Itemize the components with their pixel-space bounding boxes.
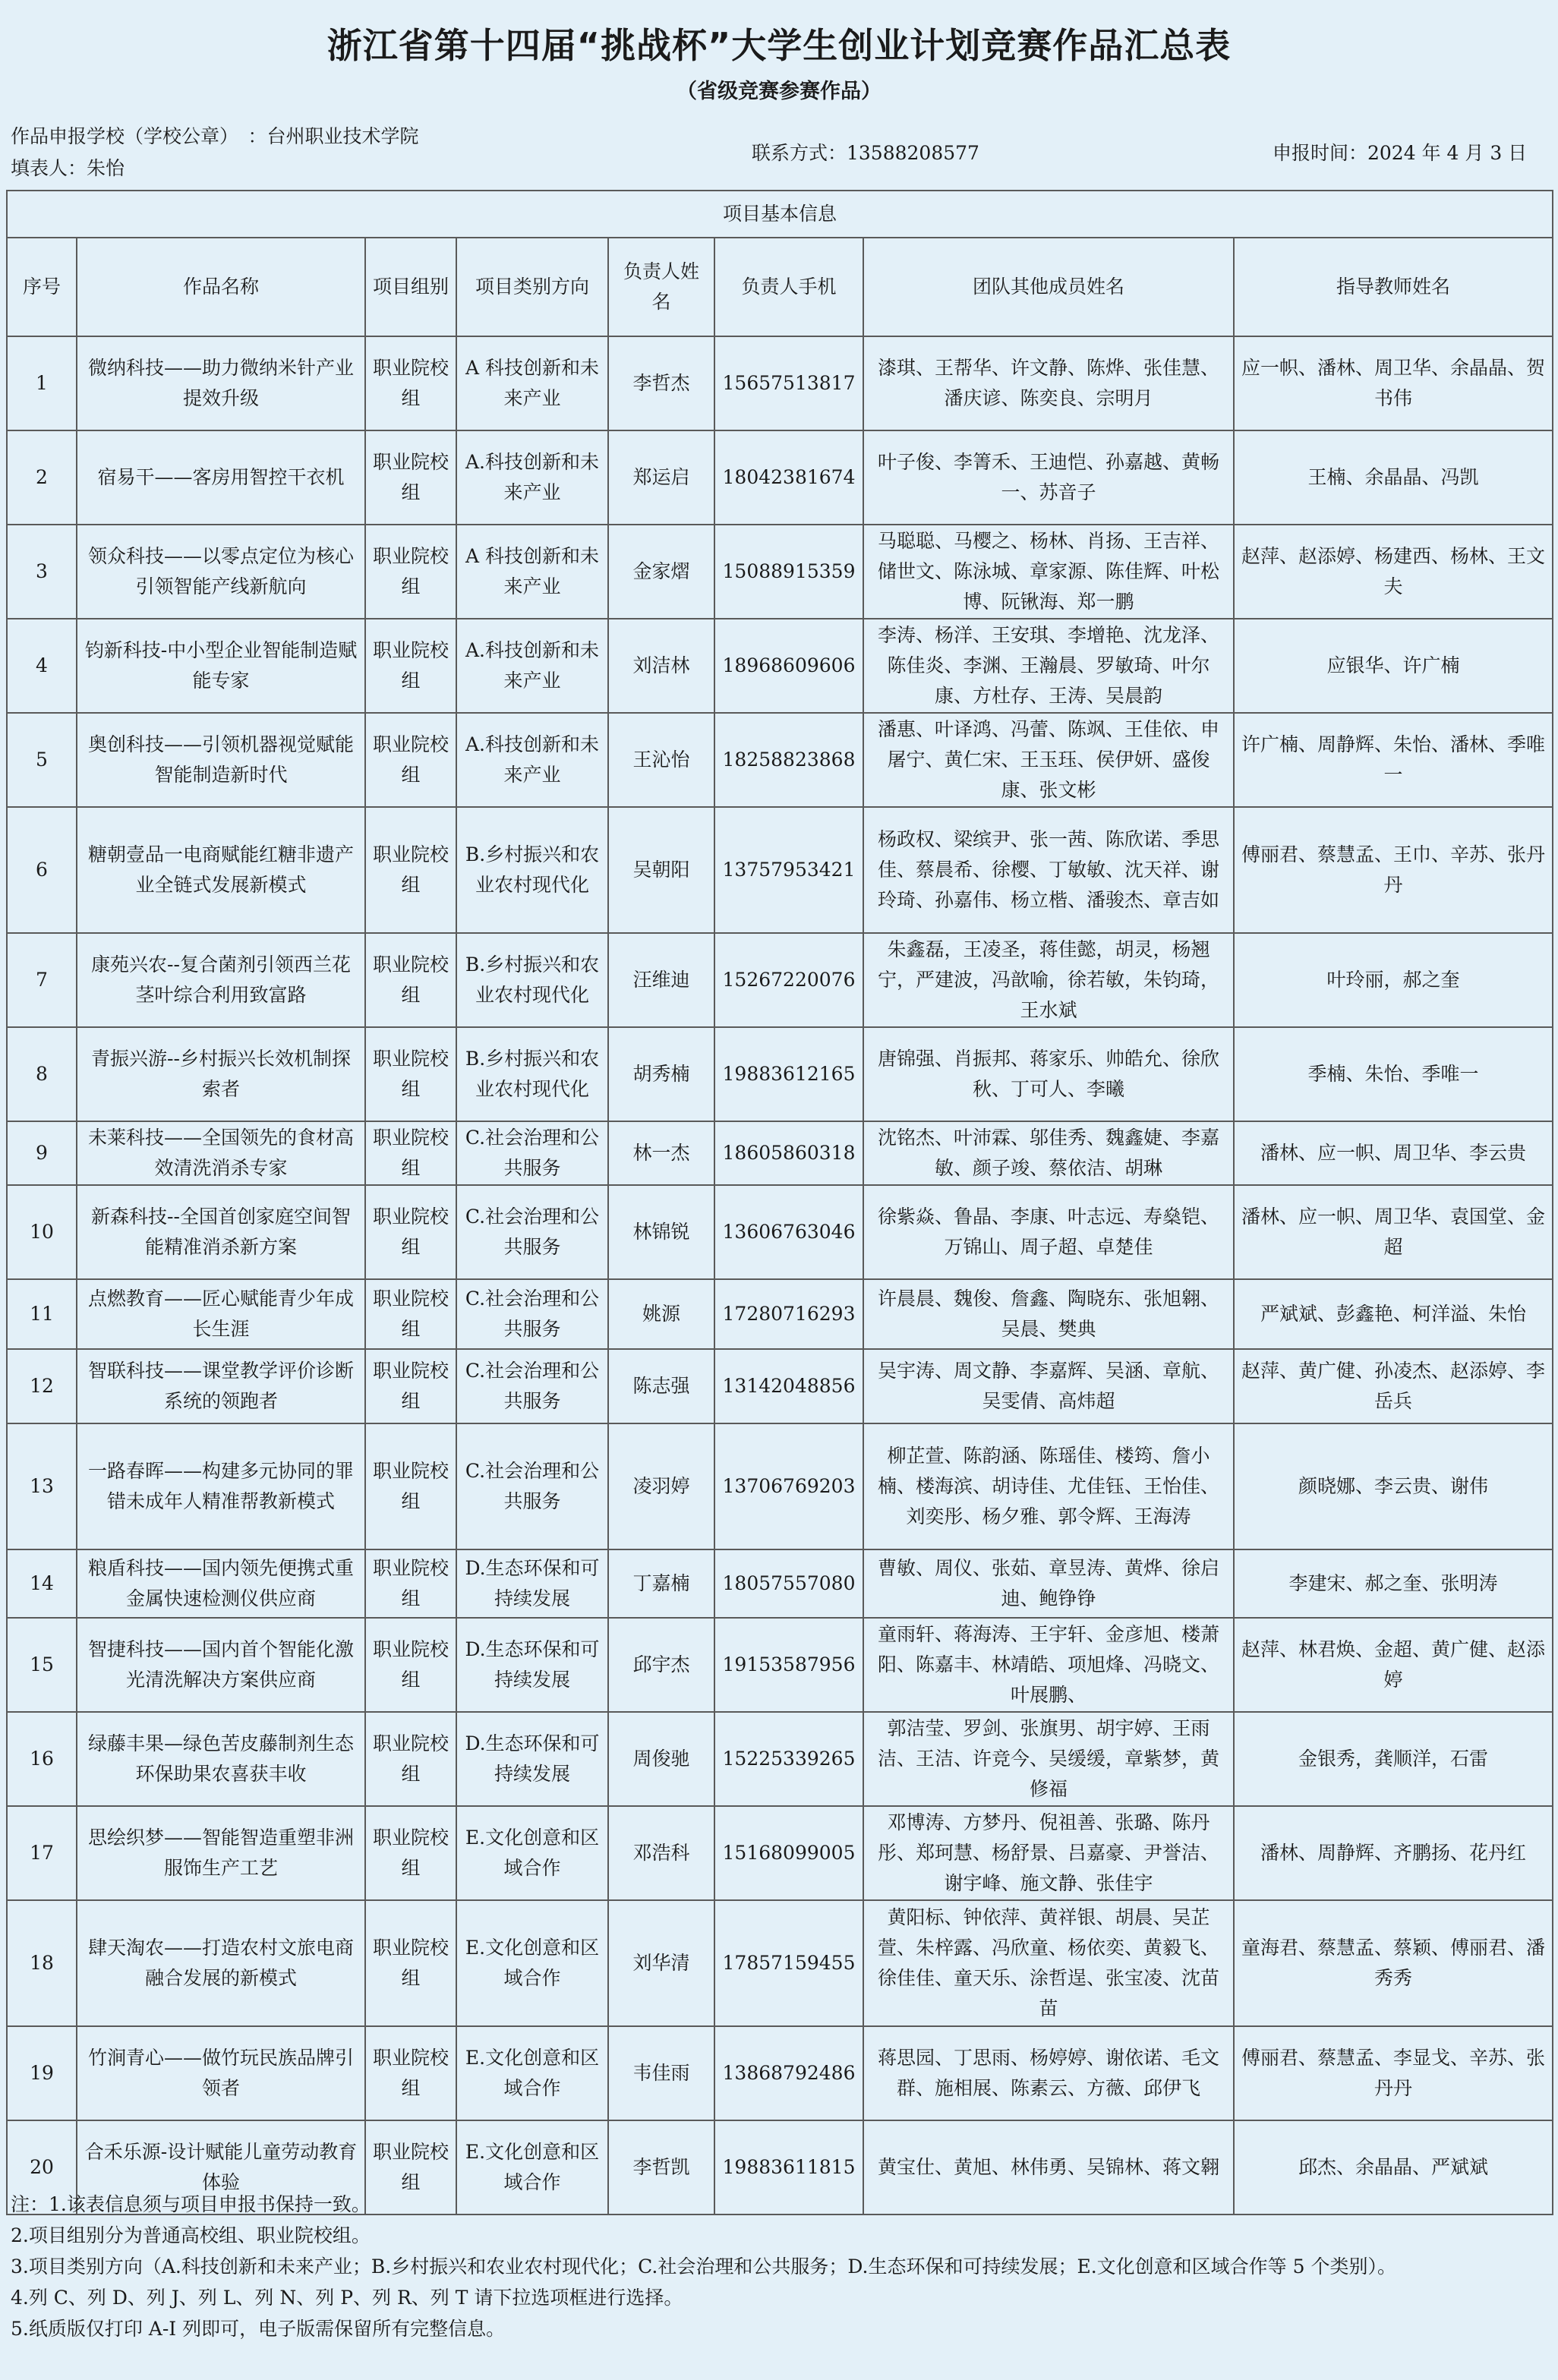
cell-phone: 18258823868 <box>714 713 863 807</box>
cell-no: 20 <box>7 2120 77 2215</box>
table-row <box>7 1349 1553 1423</box>
cell-no: 18 <box>7 1900 77 2026</box>
cell-members: 沈铭杰、叶沛霖、邬佳秀、魏鑫婕、李嘉敏、颜子竣、蔡依洁、胡琳 <box>863 1121 1234 1185</box>
cell-no: 11 <box>7 1279 77 1349</box>
cell-phone: 13706769203 <box>714 1423 863 1549</box>
cell-teachers: 李建宋、郝之奎、张明涛 <box>1234 1549 1553 1618</box>
cell-category: D.生态环保和可持续发展 <box>456 1712 608 1806</box>
table-row <box>7 933 1553 1027</box>
table-row <box>7 1423 1553 1549</box>
cell-name: 绿藤丰果—绿色苦皮藤制剂生态环保助果农喜获丰收 <box>77 1712 365 1806</box>
cell-members: 朱鑫磊，王凌圣，蒋佳懿，胡灵，杨翘宁，严建波，冯歆喻，徐若敏，朱钧琦，王水斌 <box>863 933 1234 1027</box>
cell-leader: 吴朝阳 <box>608 807 714 933</box>
cell-members: 李涛、杨洋、王安琪、李增艳、沈龙泽、陈佳炎、李渊、王瀚晨、罗敏琦、叶尔康、方杜存、王涛、吴晨韵 <box>863 619 1234 713</box>
cell-phone: 15088915359 <box>714 525 863 619</box>
cell-category: C.社会治理和公共服务 <box>456 1423 608 1549</box>
cell-teachers: 潘林、周静辉、齐鹏扬、花丹红 <box>1234 1806 1553 1900</box>
cell-leader: 林一杰 <box>608 1121 714 1185</box>
cell-category: E.文化创意和区域合作 <box>456 2120 608 2215</box>
cell-phone: 13757953421 <box>714 807 863 933</box>
cell-leader: 周俊驰 <box>608 1712 714 1806</box>
cell-phone: 13606763046 <box>714 1185 863 1279</box>
table-body <box>7 336 1553 2215</box>
cell-name: 宿易干——客房用智控干衣机 <box>77 430 365 525</box>
cell-leader: 丁嘉楠 <box>608 1549 714 1618</box>
cell-group: 职业院校组 <box>365 1349 456 1423</box>
cell-teachers: 季楠、朱怡、季唯一 <box>1234 1027 1553 1121</box>
cell-phone: 15168099005 <box>714 1806 863 1900</box>
cell-phone: 18042381674 <box>714 430 863 525</box>
cell-no: 5 <box>7 713 77 807</box>
cell-category: D.生态环保和可持续发展 <box>456 1618 608 1712</box>
table-row <box>7 1549 1553 1618</box>
cell-name: 领众科技——以零点定位为核心引领智能产线新航向 <box>77 525 365 619</box>
cell-members: 吴宇涛、周文静、李嘉辉、吴涵、章航、吴雯倩、高炜超 <box>863 1349 1234 1423</box>
cell-no: 6 <box>7 807 77 933</box>
cell-group: 职业院校组 <box>365 1549 456 1618</box>
note-1: 注：1.该表信息须与项目申报书保持一致。 <box>11 2193 371 2215</box>
cell-leader: 郑运启 <box>608 430 714 525</box>
cell-teachers: 赵萍、林君焕、金超、黄广健、赵添婷 <box>1234 1618 1553 1712</box>
cell-group: 职业院校组 <box>365 1806 456 1900</box>
cell-leader: 李哲凯 <box>608 2120 714 2215</box>
table-row <box>7 1121 1553 1185</box>
column-header: 项目类别方向 <box>456 238 608 336</box>
table-row <box>7 619 1553 713</box>
cell-category: B.乡村振兴和农业农村现代化 <box>456 933 608 1027</box>
cell-name: 思绘织梦——智能智造重塑非洲服饰生产工艺 <box>77 1806 365 1900</box>
cell-leader: 邓浩科 <box>608 1806 714 1900</box>
table-row <box>7 430 1553 525</box>
cell-members: 马聪聪、马樱之、杨林、肖扬、王吉祥、储世文、陈泳城、章家源、陈佳辉、叶松博、阮锹海、郑一鹏 <box>863 525 1234 619</box>
cell-no: 14 <box>7 1549 77 1618</box>
cell-group: 职业院校组 <box>365 1900 456 2026</box>
cell-teachers: 赵萍、赵添婷、杨建西、杨林、王文夫 <box>1234 525 1553 619</box>
cell-category: A.科技创新和未来产业 <box>456 713 608 807</box>
cell-name: 智捷科技——国内首个智能化激光清洗解决方案供应商 <box>77 1618 365 1712</box>
cell-no: 15 <box>7 1618 77 1712</box>
cell-no: 12 <box>7 1349 77 1423</box>
cell-members: 杨政权、梁缤尹、张一茜、陈欣诺、季思佳、蔡晨希、徐樱、丁敏敏、沈天祥、谢玲琦、孙嘉伟、杨立楷、潘骏杰、章吉如 <box>863 807 1234 933</box>
table-row <box>7 2026 1553 2120</box>
cell-phone: 17280716293 <box>714 1279 863 1349</box>
page-title: 浙江省第十四届“挑战杯”大学生创业计划竞赛作品汇总表 <box>326 25 1232 66</box>
cell-category: A 科技创新和未来产业 <box>456 525 608 619</box>
cell-no: 4 <box>7 619 77 713</box>
cell-leader: 姚源 <box>608 1279 714 1349</box>
table-row <box>7 713 1553 807</box>
cell-teachers: 潘林、应一帜、周卫华、李云贵 <box>1234 1121 1553 1185</box>
cell-leader: 胡秀楠 <box>608 1027 714 1121</box>
cell-members: 柳芷萱、陈韵涵、陈瑶佳、楼筠、詹小楠、楼海滨、胡诗佳、尤佳钰、王怡佳、刘奕彤、杨夕雅、郭令辉、王海涛 <box>863 1423 1234 1549</box>
cell-no: 7 <box>7 933 77 1027</box>
cell-name: 康苑兴农--复合菌剂引领西兰花茎叶综合利用致富路 <box>77 933 365 1027</box>
cell-teachers: 邱杰、余晶晶、严斌斌 <box>1234 2120 1553 2215</box>
cell-name: 未莱科技——全国领先的食材高效清洗消杀专家 <box>77 1121 365 1185</box>
cell-no: 16 <box>7 1712 77 1806</box>
cell-teachers: 叶玲丽，郝之奎 <box>1234 933 1553 1027</box>
table-row <box>7 1900 1553 2026</box>
cell-members: 郭洁莹、罗剑、张旗男、胡宇婷、王雨洁、王洁、许竞今、吴缓缓，章紫梦，黄修福 <box>863 1712 1234 1806</box>
table-row <box>7 1185 1553 1279</box>
cell-name: 粮盾科技——国内领先便携式重金属快速检测仪供应商 <box>77 1549 365 1618</box>
cell-category: E.文化创意和区域合作 <box>456 2026 608 2120</box>
cell-leader: 邱宇杰 <box>608 1618 714 1712</box>
cell-name: 肆天淘农——打造农村文旅电商融合发展的新模式 <box>77 1900 365 2026</box>
cell-name: 智联科技——课堂教学评价诊断系统的领跑者 <box>77 1349 365 1423</box>
cell-teachers: 金银秀，龚顺洋，石雷 <box>1234 1712 1553 1806</box>
cell-leader: 凌羽婷 <box>608 1423 714 1549</box>
cell-no: 8 <box>7 1027 77 1121</box>
cell-category: C.社会治理和公共服务 <box>456 1185 608 1279</box>
cell-category: D.生态环保和可持续发展 <box>456 1549 608 1618</box>
cell-name: 竹涧青心——做竹玩民族品牌引领者 <box>77 2026 365 2120</box>
cell-teachers: 应银华、许广楠 <box>1234 619 1553 713</box>
note-5: 5.纸质版仅打印 A-I 列即可，电子版需保留所有完整信息。 <box>11 2318 506 2340</box>
projects-table <box>6 190 1553 2215</box>
cell-phone: 18605860318 <box>714 1121 863 1185</box>
cell-phone: 15657513817 <box>714 336 863 430</box>
cell-leader: 李哲杰 <box>608 336 714 430</box>
cell-name: 新森科技--全国首创家庭空间智能精准消杀新方案 <box>77 1185 365 1279</box>
cell-members: 黄阳标、钟依萍、黄祥银、胡晨、吴芷萱、朱梓露、冯欣童、杨依奕、黄毅飞、徐佳佳、童天乐、涂哲逞、张宝凌、沈苗苗 <box>863 1900 1234 2026</box>
cell-leader: 韦佳雨 <box>608 2026 714 2120</box>
table-row <box>7 1027 1553 1121</box>
section-header: 项目基本信息 <box>7 191 1553 238</box>
cell-teachers: 王楠、余晶晶、冯凯 <box>1234 430 1553 525</box>
cell-group: 职业院校组 <box>365 430 456 525</box>
cell-no: 13 <box>7 1423 77 1549</box>
column-header: 项目组别 <box>365 238 456 336</box>
table-row <box>7 525 1553 619</box>
cell-members: 漆琪、王帮华、许文静、陈烨、张佳慧、潘庆谚、陈奕良、宗明月 <box>863 336 1234 430</box>
cell-group: 职业院校组 <box>365 807 456 933</box>
column-header: 团队其他成员姓名 <box>863 238 1234 336</box>
cell-category: A 科技创新和未来产业 <box>456 336 608 430</box>
note-3: 3.项目类别方向（A.科技创新和未来产业；B.乡村振兴和农业农村现代化；C.社会治理和公共服务；D.生态环保和可持续发展；E.文化创意和区域合作等 5 个类别）。 <box>11 2255 1396 2278</box>
cell-teachers: 潘林、应一帜、周卫华、袁国堂、金超 <box>1234 1185 1553 1279</box>
cell-phone: 13868792486 <box>714 2026 863 2120</box>
cell-group: 职业院校组 <box>365 1121 456 1185</box>
cell-name: 青振兴游--乡村振兴长效机制探索者 <box>77 1027 365 1121</box>
cell-members: 唐锦强、肖振邦、蒋家乐、帅皓允、徐欣秋、丁可人、李曦 <box>863 1027 1234 1121</box>
cell-leader: 金家熠 <box>608 525 714 619</box>
notes <box>11 2189 1544 2344</box>
cell-no: 3 <box>7 525 77 619</box>
table-row <box>7 1618 1553 1712</box>
cell-group: 职业院校组 <box>365 2026 456 2120</box>
cell-members: 许晨晨、魏俊、詹鑫、陶晓东、张旭翱、吴晨、樊典 <box>863 1279 1234 1349</box>
column-header: 负责人姓名 <box>608 238 714 336</box>
cell-category: E.文化创意和区域合作 <box>456 1806 608 1900</box>
cell-group: 职业院校组 <box>365 1423 456 1549</box>
cell-leader: 王沁怡 <box>608 713 714 807</box>
cell-no: 10 <box>7 1185 77 1279</box>
table-row <box>7 1806 1553 1900</box>
note-2: 2.项目组别分为普通高校组、职业院校组。 <box>11 2224 371 2246</box>
cell-members: 曹敏、周仪、张茹、章昱涛、黄烨、徐启迪、鲍铮铮 <box>863 1549 1234 1618</box>
cell-phone: 15225339265 <box>714 1712 863 1806</box>
table-row <box>7 336 1553 430</box>
cell-name: 奥创科技——引领机器视觉赋能智能制造新时代 <box>77 713 365 807</box>
cell-category: E.文化创意和区域合作 <box>456 1900 608 2026</box>
cell-teachers: 许广楠、周静辉、朱怡、潘林、季唯一 <box>1234 713 1553 807</box>
table-row <box>7 1712 1553 1806</box>
cell-phone: 13142048856 <box>714 1349 863 1423</box>
cell-group: 职业院校组 <box>365 1618 456 1712</box>
cell-teachers: 赵萍、黄广健、孙凌杰、赵添婷、李岳兵 <box>1234 1349 1553 1423</box>
cell-leader: 汪维迪 <box>608 933 714 1027</box>
cell-group: 职业院校组 <box>365 619 456 713</box>
cell-teachers: 应一帜、潘林、周卫华、余晶晶、贺书伟 <box>1234 336 1553 430</box>
cell-name: 合禾乐源-设计赋能儿童劳动教育体验 <box>77 2120 365 2215</box>
cell-category: C.社会治理和公共服务 <box>456 1349 608 1423</box>
cell-group: 职业院校组 <box>365 525 456 619</box>
table-row <box>7 1279 1553 1349</box>
cell-members: 黄宝仕、黄旭、林伟勇、吴锦林、蒋文翱 <box>863 2120 1234 2215</box>
cell-members: 叶子俊、李箐禾、王迪恺、孙嘉越、黄畅一、苏音子 <box>863 430 1234 525</box>
column-header-row <box>7 238 1553 336</box>
column-header: 指导教师姓名 <box>1234 238 1553 336</box>
cell-name: 微纳科技——助力微纳米针产业提效升级 <box>77 336 365 430</box>
cell-name: 钧新科技-中小型企业智能制造赋能专家 <box>77 619 365 713</box>
date-line: 申报时间：2024 年 4 月 3 日 <box>1273 142 1528 164</box>
cell-group: 职业院校组 <box>365 933 456 1027</box>
cell-members: 童雨轩、蒋海涛、王宇轩、金彦旭、楼萧阳、陈嘉丰、林靖皓、项旭烽、冯晓文、叶展鹏、 <box>863 1618 1234 1712</box>
contact-line: 联系方式：13588208577 <box>752 142 979 164</box>
cell-phone: 19153587956 <box>714 1618 863 1712</box>
school-line: 作品申报学校（学校公章） ：台州职业技术学院 <box>11 125 419 147</box>
cell-teachers: 颜晓娜、李云贵、谢伟 <box>1234 1423 1553 1549</box>
column-header: 负责人手机 <box>714 238 863 336</box>
column-header: 作品名称 <box>77 238 365 336</box>
filler-line: 填表人：朱怡 <box>11 157 125 179</box>
cell-phone: 18968609606 <box>714 619 863 713</box>
cell-group: 职业院校组 <box>365 336 456 430</box>
page-subtitle: （省级竞赛参赛作品） <box>676 80 882 103</box>
cell-leader: 刘华清 <box>608 1900 714 2026</box>
table-row <box>7 807 1553 933</box>
cell-no: 2 <box>7 430 77 525</box>
cell-group: 职业院校组 <box>365 1185 456 1279</box>
cell-phone: 18057557080 <box>714 1549 863 1618</box>
cell-no: 17 <box>7 1806 77 1900</box>
cell-phone: 15267220076 <box>714 933 863 1027</box>
cell-category: C.社会治理和公共服务 <box>456 1121 608 1185</box>
cell-phone: 19883611815 <box>714 2120 863 2215</box>
cell-leader: 陈志强 <box>608 1349 714 1423</box>
cell-members: 徐紫焱、鲁晶、李康、叶志远、寿燊铠、万锦山、周子超、卓楚佳 <box>863 1185 1234 1279</box>
cell-teachers: 傅丽君、蔡慧孟、王巾、辛苏、张丹丹 <box>1234 807 1553 933</box>
cell-no: 1 <box>7 336 77 430</box>
note-4: 4.列 C、列 D、列 J、列 L、列 N、列 P、列 R、列 T 请下拉选项框进行选择。 <box>11 2287 683 2309</box>
cell-leader: 刘洁林 <box>608 619 714 713</box>
cell-teachers: 傅丽君、蔡慧孟、李显戈、辛苏、张丹丹 <box>1234 2026 1553 2120</box>
cell-members: 邓博涛、方梦丹、倪祖善、张璐、陈丹彤、郑珂慧、杨舒景、吕嘉豪、尹誉洁、谢宇峰、施文静、张佳宇 <box>863 1806 1234 1900</box>
cell-group: 职业院校组 <box>365 1712 456 1806</box>
cell-phone: 17857159455 <box>714 1900 863 2026</box>
cell-category: B.乡村振兴和农业农村现代化 <box>456 807 608 933</box>
cell-phone: 19883612165 <box>714 1027 863 1121</box>
cell-name: 一路春晖——构建多元协同的罪错未成年人精准帮教新模式 <box>77 1423 365 1549</box>
cell-leader: 林锦锐 <box>608 1185 714 1279</box>
cell-no: 9 <box>7 1121 77 1185</box>
cell-group: 职业院校组 <box>365 713 456 807</box>
cell-members: 潘惠、叶译鸿、冯蕾、陈飒、王佳依、申屠宁、黄仁宋、王玉珏、侯伊妍、盛俊康、张文彬 <box>863 713 1234 807</box>
cell-teachers: 严斌斌、彭鑫艳、柯洋溢、朱怡 <box>1234 1279 1553 1349</box>
cell-category: C.社会治理和公共服务 <box>456 1279 608 1349</box>
cell-category: B.乡村振兴和农业农村现代化 <box>456 1027 608 1121</box>
cell-group: 职业院校组 <box>365 2120 456 2215</box>
cell-category: A.科技创新和未来产业 <box>456 619 608 713</box>
cell-category: A.科技创新和未来产业 <box>456 430 608 525</box>
cell-name: 点燃教育——匠心赋能青少年成长生涯 <box>77 1279 365 1349</box>
cell-teachers: 童海君、蔡慧孟、蔡颖、傅丽君、潘秀秀 <box>1234 1900 1553 2026</box>
cell-group: 职业院校组 <box>365 1279 456 1349</box>
cell-members: 蒋思园、丁思雨、杨婷婷、谢依诺、毛文群、施相展、陈素云、方薇、邱伊飞 <box>863 2026 1234 2120</box>
cell-group: 职业院校组 <box>365 1027 456 1121</box>
cell-name: 糖朝壹品一电商赋能红糖非遗产业全链式发展新模式 <box>77 807 365 933</box>
column-header: 序号 <box>7 238 77 336</box>
cell-no: 19 <box>7 2026 77 2120</box>
